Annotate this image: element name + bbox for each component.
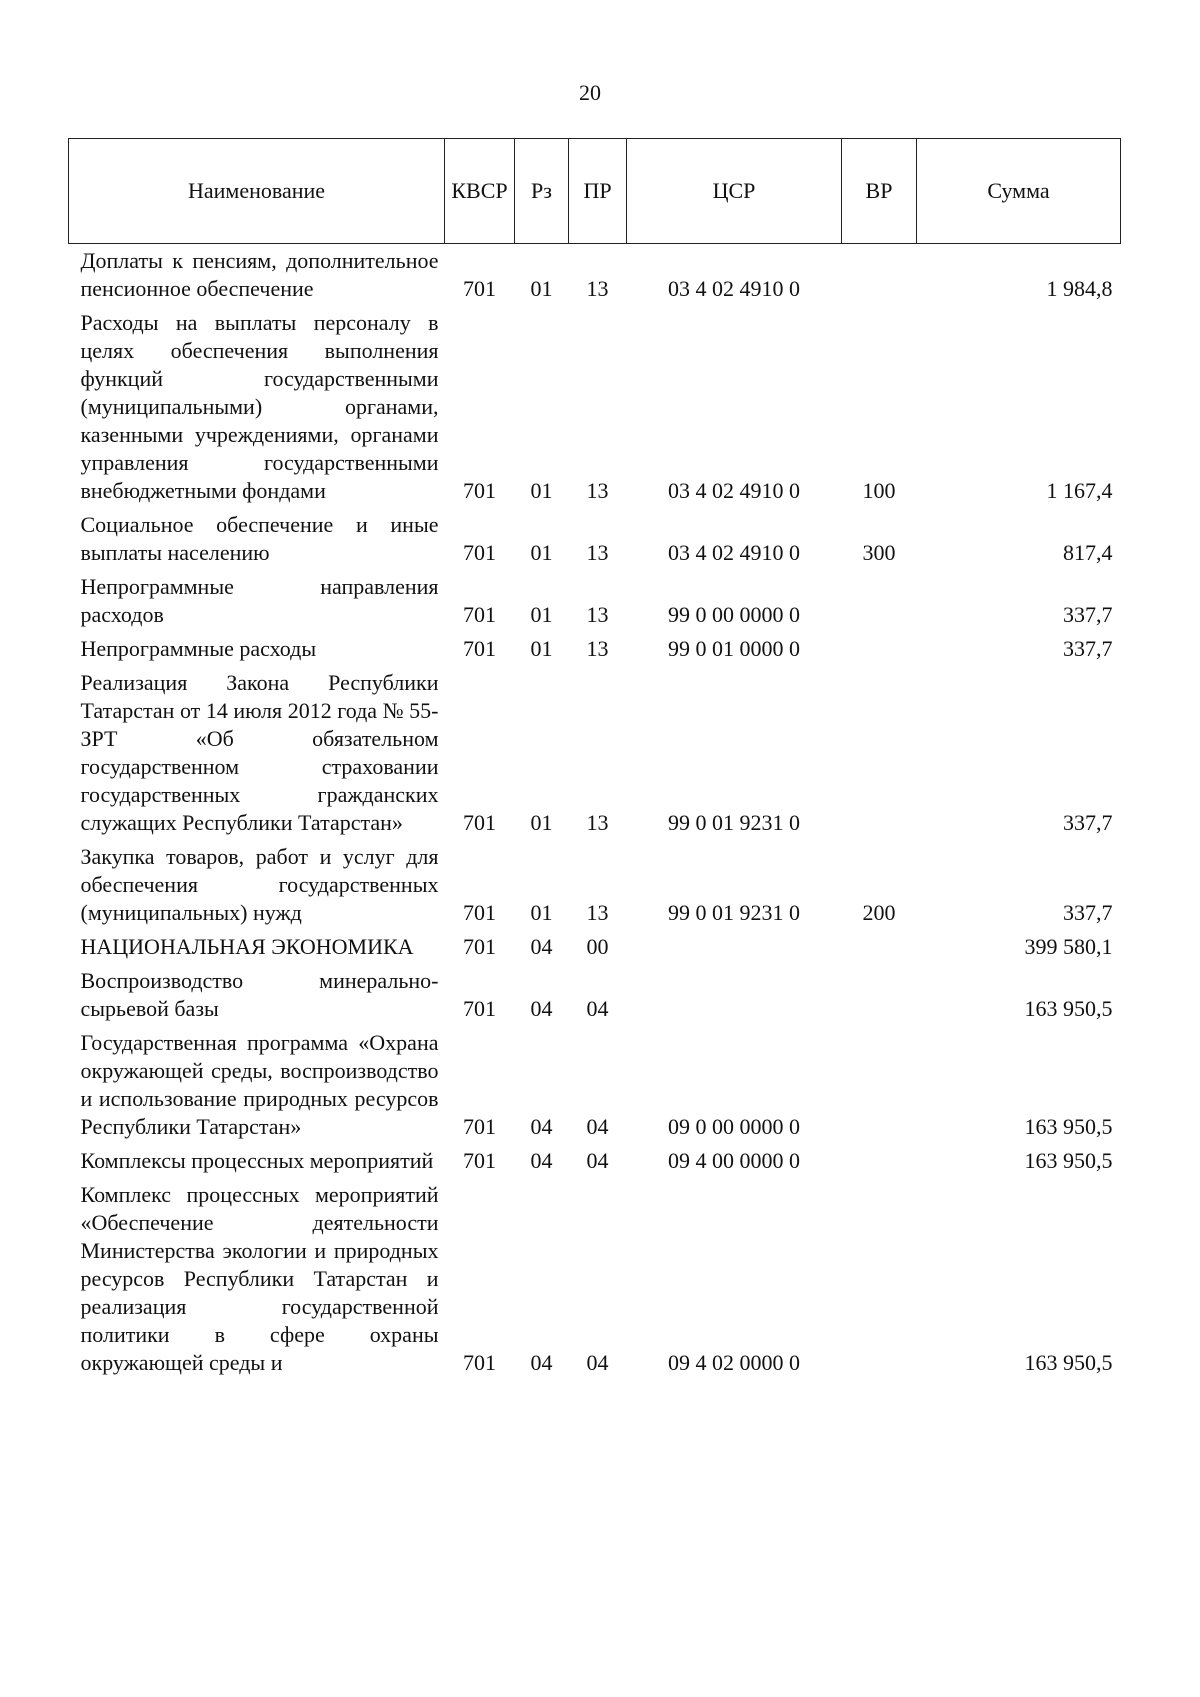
cell-csr: 99 0 01 9231 0 xyxy=(668,810,800,835)
table-row xyxy=(69,1178,1121,1380)
cell-vr: 100 xyxy=(862,478,896,503)
cell-name: Комплексы процессных мероприятий xyxy=(80,1148,434,1173)
cell-sum: 1 984,8 xyxy=(1046,276,1113,301)
cell-rz: 01 xyxy=(530,276,553,301)
cell-pr: 13 xyxy=(586,636,609,661)
cell-pr: 04 xyxy=(586,1350,609,1375)
cell-kvsr: 701 xyxy=(463,934,496,959)
table-body xyxy=(69,244,1121,1381)
cell-vr xyxy=(842,570,917,632)
cell-pr: 00 xyxy=(586,934,609,959)
cell-pr: 04 xyxy=(586,996,609,1021)
header-rz: Рз xyxy=(515,139,569,244)
cell-sum: 163 950,5 xyxy=(1024,1350,1113,1375)
header-sum: Сумма xyxy=(917,139,1121,244)
table-row xyxy=(69,964,1121,1026)
header-kvsr: КВСР xyxy=(445,139,515,244)
cell-name: Комплекс процессных мероприятий «Обеспечение деятельности Министерства экологии и природных ресурсов Республики Татарстан и реализация государственной политики в сфере охраны окружающей среды и xyxy=(80,1182,439,1375)
cell-csr xyxy=(627,930,842,964)
cell-kvsr: 701 xyxy=(463,602,496,627)
cell-csr xyxy=(627,964,842,1026)
cell-kvsr: 701 xyxy=(463,1114,496,1139)
cell-kvsr: 701 xyxy=(463,810,496,835)
cell-pr: 13 xyxy=(586,810,609,835)
table-row xyxy=(69,666,1121,840)
cell-sum: 1 167,4 xyxy=(1046,478,1113,503)
table-header xyxy=(69,139,1121,244)
cell-csr: 03 4 02 4910 0 xyxy=(668,478,800,503)
cell-csr: 03 4 02 4910 0 xyxy=(668,540,800,565)
table-row xyxy=(69,508,1121,570)
table-row xyxy=(69,930,1121,964)
cell-csr: 09 0 00 0000 0 xyxy=(668,1114,800,1139)
cell-name: Непрограммные направления расходов xyxy=(80,574,439,627)
cell-sum: 337,7 xyxy=(1063,900,1113,925)
cell-vr xyxy=(842,1144,917,1178)
cell-sum: 337,7 xyxy=(1063,602,1113,627)
table-row xyxy=(69,1026,1121,1144)
cell-rz: 04 xyxy=(530,934,553,959)
cell-rz: 04 xyxy=(530,1114,553,1139)
cell-name: Закупка товаров, работ и услуг для обеспечения государственных (муниципальных) нужд xyxy=(80,844,439,925)
cell-kvsr: 701 xyxy=(463,636,496,661)
cell-rz: 04 xyxy=(530,996,553,1021)
cell-name: НАЦИОНАЛЬНАЯ ЭКОНОМИКА xyxy=(80,934,414,959)
header-csr: ЦСР xyxy=(627,139,842,244)
cell-kvsr: 701 xyxy=(463,478,496,503)
cell-sum: 337,7 xyxy=(1063,636,1113,661)
cell-sum: 163 950,5 xyxy=(1024,996,1113,1021)
header-vr: ВР xyxy=(842,139,917,244)
cell-rz: 04 xyxy=(530,1148,553,1173)
cell-vr: 300 xyxy=(862,540,896,565)
cell-sum: 337,7 xyxy=(1063,810,1113,835)
cell-csr: 03 4 02 4910 0 xyxy=(668,276,800,301)
cell-vr xyxy=(842,244,917,307)
cell-kvsr: 701 xyxy=(463,1148,496,1173)
cell-kvsr: 701 xyxy=(463,1350,496,1375)
cell-vr xyxy=(842,1178,917,1380)
cell-kvsr: 701 xyxy=(463,996,496,1021)
cell-rz: 01 xyxy=(530,810,553,835)
cell-name: Воспроизводство минерально-сырьевой базы xyxy=(80,968,439,1021)
cell-rz: 01 xyxy=(530,478,553,503)
cell-vr xyxy=(842,964,917,1026)
cell-vr xyxy=(842,666,917,840)
cell-rz: 01 xyxy=(530,602,553,627)
cell-kvsr: 701 xyxy=(463,540,496,565)
cell-name: Непрограммные расходы xyxy=(80,636,317,661)
cell-name: Социальное обеспечение и иные выплаты населению xyxy=(80,512,439,565)
cell-pr: 04 xyxy=(586,1114,609,1139)
cell-sum: 163 950,5 xyxy=(1024,1114,1113,1139)
cell-rz: 04 xyxy=(530,1350,553,1375)
cell-csr: 99 0 01 0000 0 xyxy=(668,636,800,661)
cell-kvsr: 701 xyxy=(463,900,496,925)
cell-sum: 399 580,1 xyxy=(1024,934,1113,959)
cell-pr: 13 xyxy=(586,478,609,503)
cell-vr xyxy=(842,930,917,964)
table-row xyxy=(69,1144,1121,1178)
cell-pr: 13 xyxy=(586,602,609,627)
table-row xyxy=(69,840,1121,930)
table-row xyxy=(69,632,1121,666)
page-number-text: 20 xyxy=(579,80,601,105)
cell-pr: 13 xyxy=(586,540,609,565)
cell-csr: 99 0 00 0000 0 xyxy=(668,602,800,627)
cell-pr: 04 xyxy=(586,1148,609,1173)
page-number xyxy=(0,80,1200,106)
cell-csr: 09 4 00 0000 0 xyxy=(668,1148,800,1173)
cell-pr: 13 xyxy=(586,276,609,301)
cell-rz: 01 xyxy=(530,900,553,925)
cell-sum: 163 950,5 xyxy=(1024,1148,1113,1173)
cell-kvsr: 701 xyxy=(463,276,496,301)
cell-name: Реализация Закона Республики Татарстан от 14 июля 2012 года № 55-ЗРТ «Об обязательном государственном страховании государственных гражданских служащих Республики Татарстан» xyxy=(80,670,439,835)
cell-rz: 01 xyxy=(530,540,553,565)
cell-vr xyxy=(842,1026,917,1144)
cell-name: Доплаты к пенсиям, дополнительное пенсионное обеспечение xyxy=(80,248,439,301)
cell-vr: 200 xyxy=(862,900,896,925)
table-row xyxy=(69,570,1121,632)
cell-sum: 817,4 xyxy=(1063,540,1113,565)
cell-csr: 09 4 02 0000 0 xyxy=(668,1350,800,1375)
table-row xyxy=(69,306,1121,508)
cell-pr: 13 xyxy=(586,900,609,925)
table-row xyxy=(69,244,1121,307)
cell-csr: 99 0 01 9231 0 xyxy=(668,900,800,925)
budget-table xyxy=(68,138,1121,1380)
cell-vr xyxy=(842,632,917,666)
cell-rz: 01 xyxy=(530,636,553,661)
cell-name: Государственная программа «Охрана окружающей среды, воспроизводство и использование природных ресурсов Республики Татарстан» xyxy=(80,1030,439,1139)
cell-name: Расходы на выплаты персоналу в целях обеспечения выполнения функций государственными (муниципальными) органами, казенными учреждениями, органами управления государственными внебюджетными фондами xyxy=(80,310,439,503)
header-pr: ПР xyxy=(569,139,627,244)
header-name: Наименование xyxy=(69,139,445,244)
